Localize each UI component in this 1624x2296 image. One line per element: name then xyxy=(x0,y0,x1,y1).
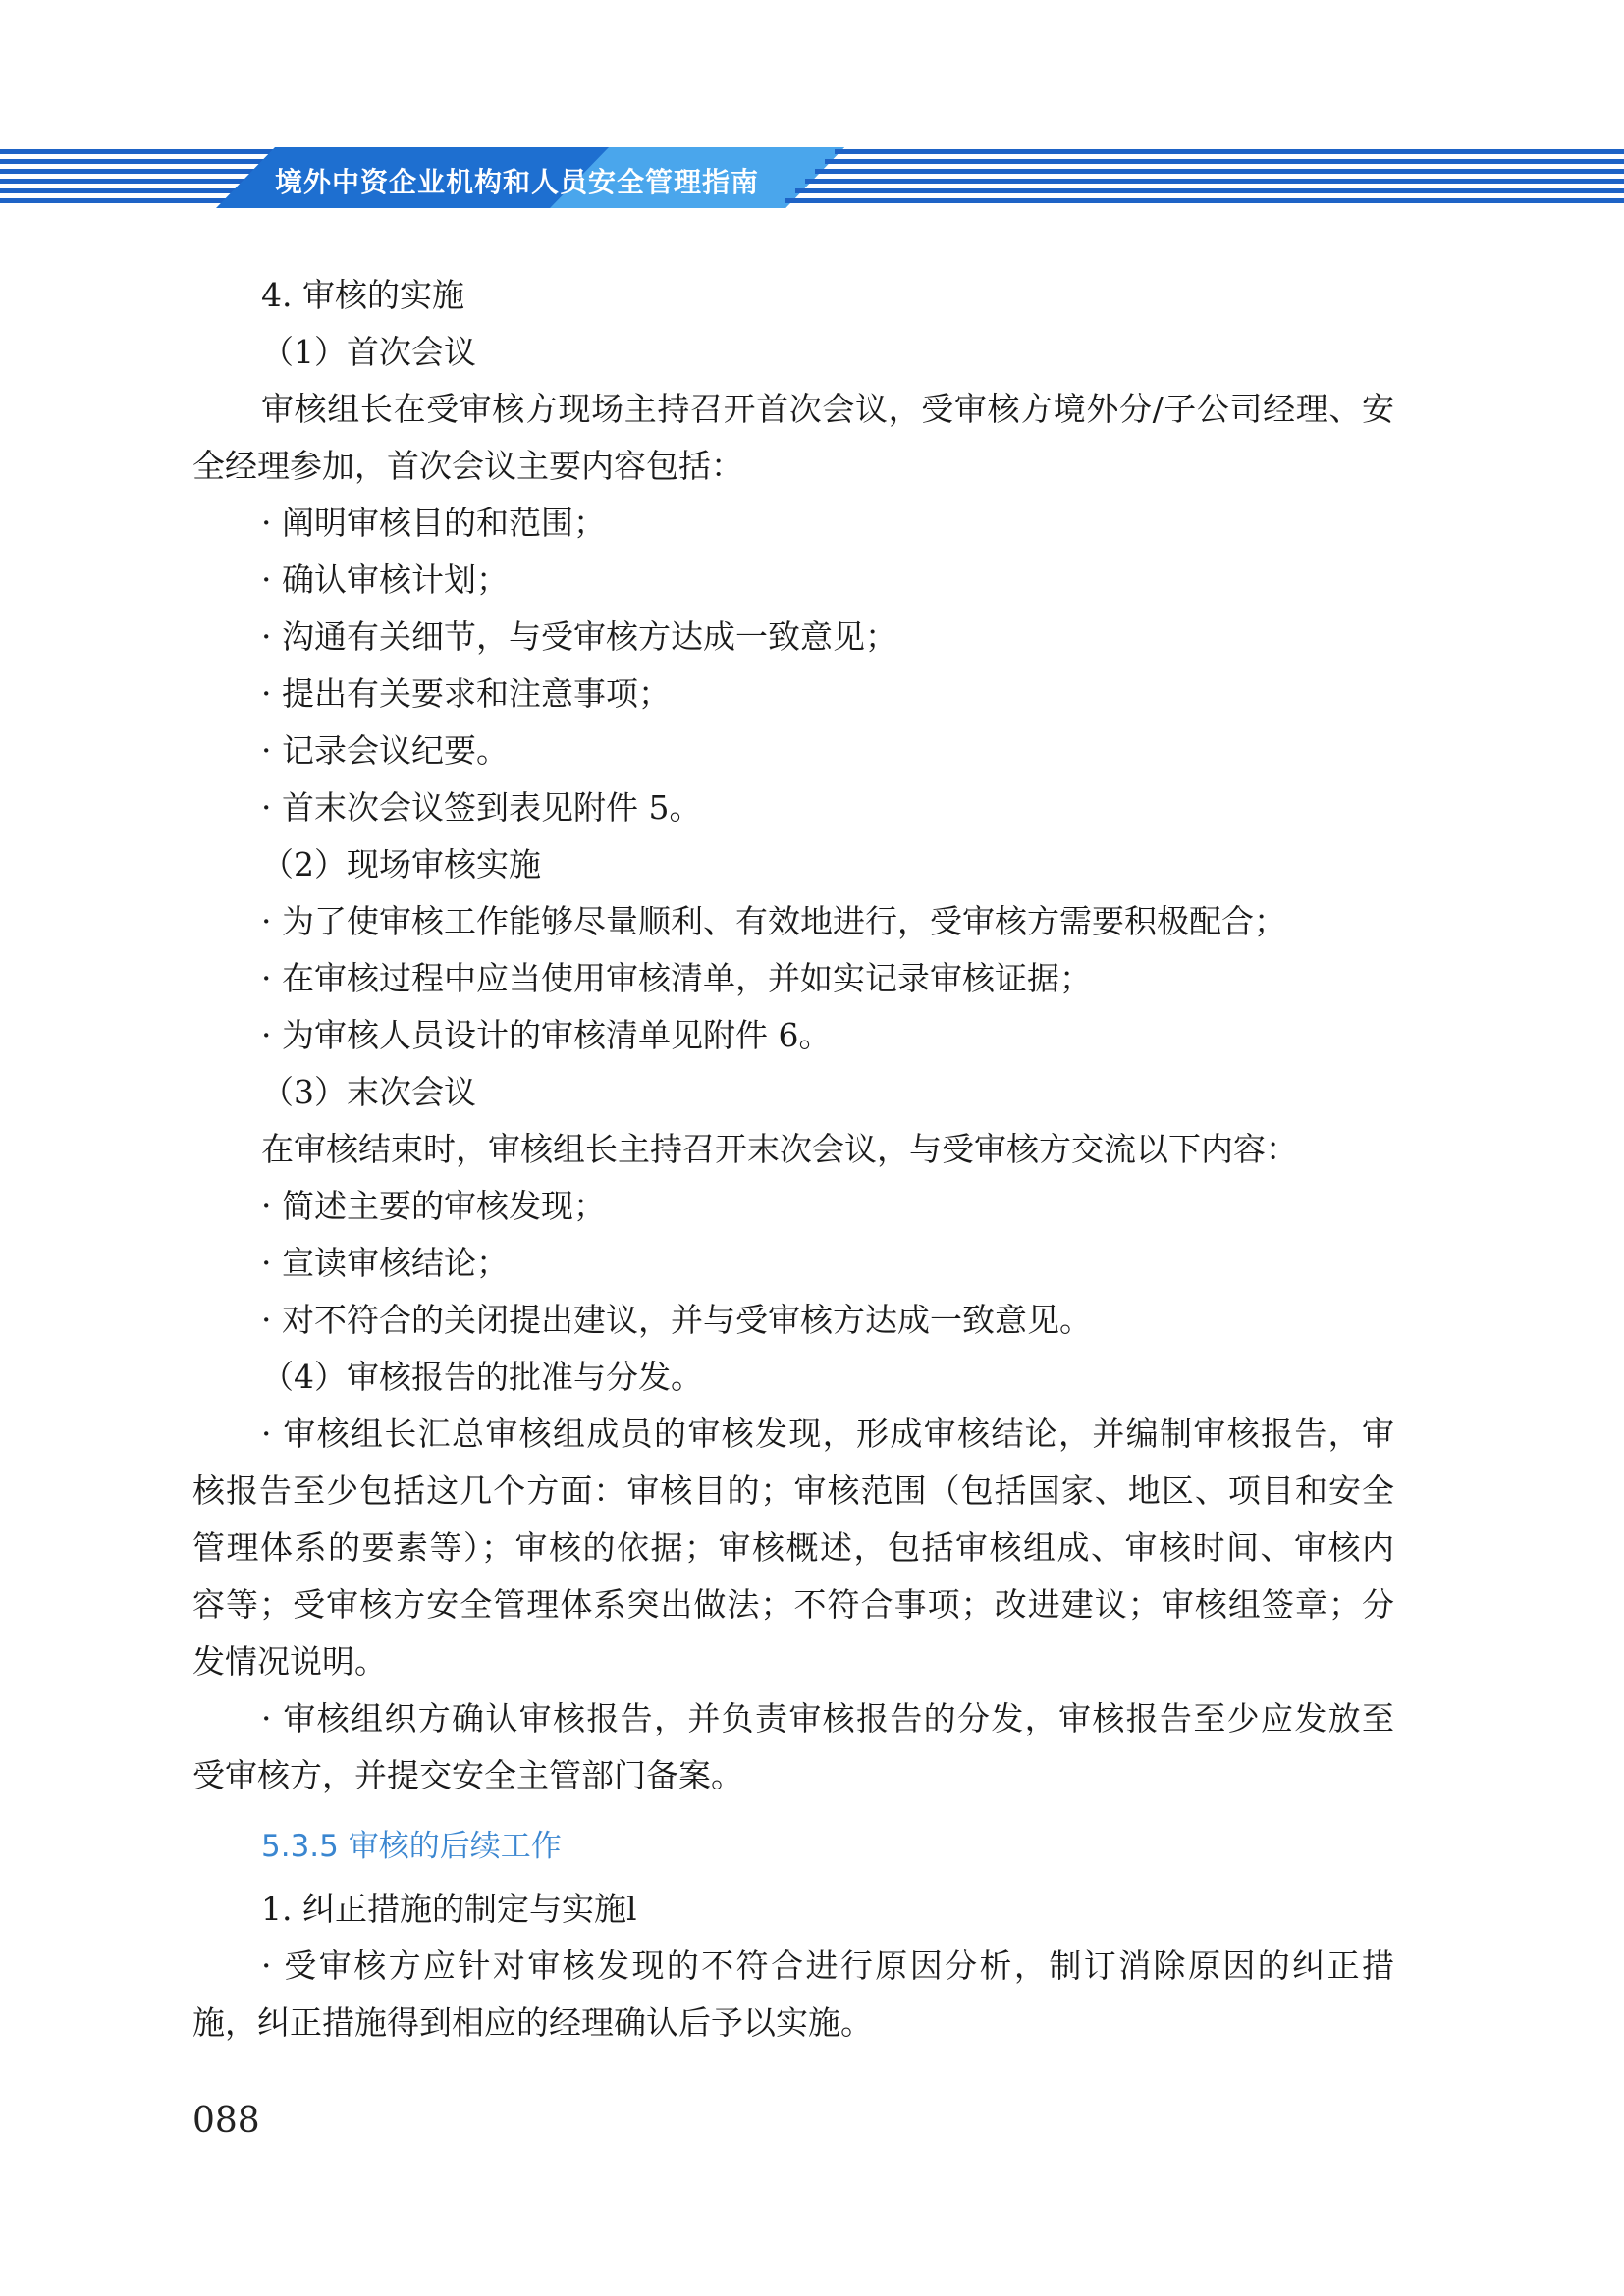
page-number: 088 xyxy=(192,2101,260,2141)
bullet-item: · 沟通有关细节，与受审核方达成一致意见； xyxy=(261,617,897,656)
bullet-item: · 提出有关要求和注意事项； xyxy=(261,674,671,713)
paragraph-line: · 审核组织方确认审核报告，并负责审核报告的分发，审核报告至少应发放至 xyxy=(261,1699,1394,1737)
paragraph-line: · 受审核方应针对审核发现的不符合进行原因分析，制订消除原因的纠正措 xyxy=(261,1947,1394,1985)
bullet-item: · 在审核过程中应当使用审核清单，并如实记录审核证据； xyxy=(261,959,1092,997)
header-stripes xyxy=(0,147,1624,208)
page-body xyxy=(192,267,1394,2052)
bullet-item: · 为了使审核工作能够尽量顺利、有效地进行，受审核方需要积极配合； xyxy=(261,902,1286,940)
bullet-item: · 记录会议纪要。 xyxy=(261,731,509,770)
subheading-corrective-actions: 1. 纠正措施的制定与实施l xyxy=(261,1890,637,1928)
subheading-first-meeting: （1）首次会议 xyxy=(261,333,476,371)
bullet-item: · 宣读审核结论； xyxy=(261,1244,509,1282)
paragraph-line: 容等；受审核方安全管理体系突出做法；不符合事项；改进建议；审核组签章；分 xyxy=(192,1585,1394,1624)
bullet-item: · 确认审核计划； xyxy=(261,561,509,599)
bullet-item: · 阐明审核目的和范围； xyxy=(261,504,606,542)
bullet-item: · 为审核人员设计的审核清单见附件 6。 xyxy=(261,1016,832,1054)
subheading-onsite-audit: （2）现场审核实施 xyxy=(261,845,541,883)
subheading-report-approval: （4）审核报告的批准与分发。 xyxy=(261,1358,703,1396)
section-title: 5.3.5 审核的后续工作 xyxy=(261,1829,562,1864)
paragraph-line: 在审核结束时，审核组长主持召开末次会议，与受审核方交流以下内容： xyxy=(261,1130,1298,1168)
paragraph-line: 管理体系的要素等）；审核的依据；审核概述，包括审核组成、审核时间、审核内 xyxy=(192,1528,1394,1567)
subheading-closing-meeting: （3）末次会议 xyxy=(261,1073,476,1111)
header-title: 境外中资企业机构和人员安全管理指南 xyxy=(275,166,760,198)
paragraph-line: 全经理参加，首次会议主要内容包括： xyxy=(192,447,743,485)
bullet-item: · 简述主要的审核发现； xyxy=(261,1187,606,1225)
paragraph-line: 发情况说明。 xyxy=(192,1642,387,1681)
paragraph-line: 受审核方，并提交安全主管部门备案。 xyxy=(192,1756,743,1794)
bullet-item: · 首末次会议签到表见附件 5。 xyxy=(261,788,702,827)
paragraph-line: 施，纠正措施得到相应的经理确认后予以实施。 xyxy=(192,2003,873,2042)
bullet-item: · 对不符合的关闭提出建议，并与受审核方达成一致意见。 xyxy=(261,1301,1092,1339)
running-header xyxy=(0,147,1624,208)
paragraph-line: 核报告至少包括这几个方面：审核目的；审核范围（包括国家、地区、项目和安全 xyxy=(192,1471,1394,1510)
heading-implementation: 4. 审核的实施 xyxy=(261,276,464,314)
paragraph-line: 审核组长在受审核方现场主持召开首次会议，受审核方境外分/子公司经理、安 xyxy=(261,390,1394,428)
paragraph-line: · 审核组长汇总审核组成员的审核发现，形成审核结论，并编制审核报告，审 xyxy=(261,1415,1394,1453)
